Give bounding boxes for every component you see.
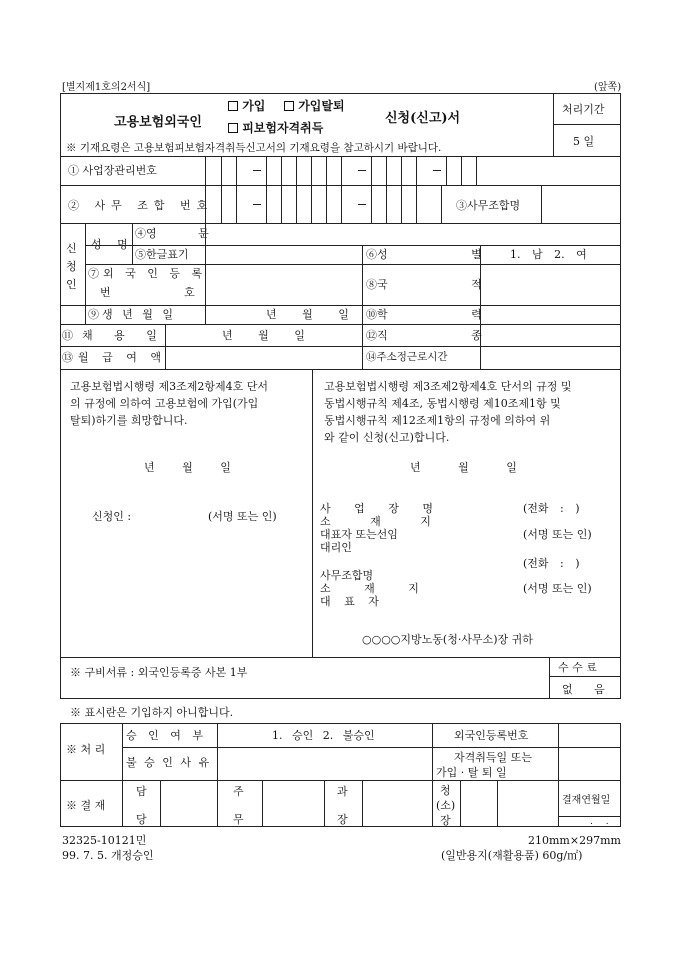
- approval-value[interactable]: 1. 승인 2. 불승인: [272, 729, 375, 742]
- footer-paper: (일반용지(재활용품) 60g/㎡): [441, 849, 583, 862]
- gender-options[interactable]: 1. 남 2. 여: [510, 248, 587, 261]
- right-sign-2[interactable]: (서명 또는 인): [523, 582, 592, 595]
- approval-label: 승 인 여 부: [126, 729, 207, 742]
- right-rep-label: 대표자 또는선임: [320, 528, 398, 541]
- applicant-label: 신청인: [66, 242, 77, 291]
- footer-code: 32325-10121민: [62, 834, 147, 847]
- approver-4-label-2: (소): [436, 799, 456, 812]
- approver-4-label: 청: [440, 784, 451, 797]
- left-statement-text: 고용보험법시행령 제3조제2항제4호 단서 의 규정에 의하여 고용보험에 가입(가입 탈퇴)하기를 희망합니다.: [70, 380, 269, 427]
- field-gender-label: ⑥성 별: [366, 248, 482, 261]
- approval-date-dots[interactable]: . .: [590, 817, 609, 827]
- field-nationality-label: ⑧국 적: [366, 278, 482, 291]
- field-assoc-name-label: ③사무조합명: [456, 199, 521, 212]
- form-id: [별지제1호의2서식]: [62, 82, 151, 93]
- field-salary-label: ⑬월 급 여 액: [62, 351, 166, 364]
- approver-3-label-2: 장: [337, 813, 348, 826]
- right-rep2-label: 대 표 자: [320, 595, 379, 608]
- right-phone-2[interactable]: (전화 : ): [523, 557, 580, 570]
- title-left: 고용보험외국인: [114, 115, 202, 130]
- approver-1-label-2: 당: [136, 813, 147, 826]
- option-withdraw[interactable]: 가입탈퇴: [284, 100, 345, 112]
- left-signer-label: 신청인 :: [92, 510, 132, 523]
- name-label: 성 명: [91, 238, 134, 251]
- field-alien-reg-label: ⑦외 국 인 등 록: [88, 267, 207, 280]
- processing-value: 5 일: [573, 135, 595, 148]
- field-korean-name-label: ⑤한글표기: [135, 248, 189, 261]
- option-acquire[interactable]: 피보험자격취득: [228, 122, 323, 134]
- field-work-hours-label: ⑭주소정근로시간: [366, 351, 448, 363]
- approver-2-label-2: 무: [233, 813, 244, 826]
- title-right: 신청(신고)서: [385, 111, 461, 126]
- right-address2-label: 소 재 지: [320, 582, 419, 595]
- field-hire-date-label: ⑪채 용 일: [62, 329, 166, 342]
- field-birth-label: ⑨생 년 월 일: [88, 308, 176, 321]
- approval-date-label: 결재연월일: [562, 795, 611, 806]
- field-education-label: ⑩학 력: [366, 308, 482, 321]
- left-date[interactable]: 년 월 일: [144, 461, 231, 474]
- fee-label: 수 수 료: [558, 661, 597, 674]
- processing-label: 처리기간: [562, 103, 605, 116]
- checkbox-icon: [228, 101, 238, 111]
- right-sign-1[interactable]: (서명 또는 인): [523, 528, 592, 541]
- approver-2-label: 주: [233, 785, 244, 798]
- field-english-name-label: ④영 문: [135, 227, 209, 240]
- reg-no-label: 외국인등록번호: [454, 729, 529, 742]
- qual-date-label-2: 가입 · 탈 퇴 일: [436, 766, 507, 779]
- right-agent-label: 대리인: [320, 541, 352, 554]
- left-sign[interactable]: (서명 또는 인): [208, 510, 277, 523]
- approver-3-label: 과: [337, 785, 348, 798]
- field-alien-reg-label-2: 번 호: [100, 286, 195, 299]
- checkbox-icon: [284, 101, 294, 111]
- option-join[interactable]: 가입: [228, 100, 265, 112]
- approver-4-label-3: 장: [440, 814, 451, 827]
- approver-1-label: 담: [136, 785, 147, 798]
- office-note: ※ 표시란은 기입하지 아니합니다.: [70, 706, 234, 719]
- approve-row-label: ※ 결 재: [66, 799, 106, 812]
- guide-note: ※ 기재요령은 고용보험피보험자격취득신고서의 기재요령을 참고하시기 바랍니다.: [66, 142, 442, 154]
- field-job-label: ⑫직 종: [366, 329, 482, 342]
- required-docs: ※ 구비서류 : 외국인등록증 사본 1부: [70, 666, 248, 679]
- right-date[interactable]: 년 월 일: [410, 461, 517, 474]
- office-process-label: ※ 처 리: [66, 743, 106, 756]
- birth-date-value[interactable]: 년 월 일: [266, 308, 349, 321]
- page-side: (앞쪽): [594, 82, 622, 93]
- field-assoc-no-label: ② 사무 조합 번호: [68, 199, 214, 212]
- addressee: ○○○○지방노동(청·사무소)장 귀하: [362, 633, 533, 646]
- field-workplace-no-label: ① 사업장관리번호: [68, 164, 157, 177]
- right-address-label: 소 재 지: [320, 515, 431, 528]
- footer-approved: 99. 7. 5. 개정승인: [62, 849, 154, 862]
- hire-date-value[interactable]: 년 월 일: [222, 329, 305, 342]
- right-assoc-label: 사무조합명: [320, 569, 374, 582]
- right-workplace-label: 사 업 장 명: [320, 502, 443, 515]
- fee-value: 없 음: [562, 683, 605, 696]
- right-phone-1[interactable]: (전화 : ): [523, 502, 580, 515]
- footer-size: 210mm×297mm: [528, 834, 621, 847]
- qual-date-label: 자격취득일 또는: [454, 751, 532, 764]
- checkbox-icon: [228, 123, 238, 133]
- right-statement-text: 고용보험법시행령 제3조제2항제4호 단서의 규정 및 동법시행규칙 제4조, 동법시행령 제10조제1항 및 동법시행규칙 제12조제1항의 규정에 의하여 위 와 같이 신청(신고)합니다.: [324, 380, 572, 444]
- reject-reason-label: 불 승 인 사 유: [126, 756, 212, 769]
